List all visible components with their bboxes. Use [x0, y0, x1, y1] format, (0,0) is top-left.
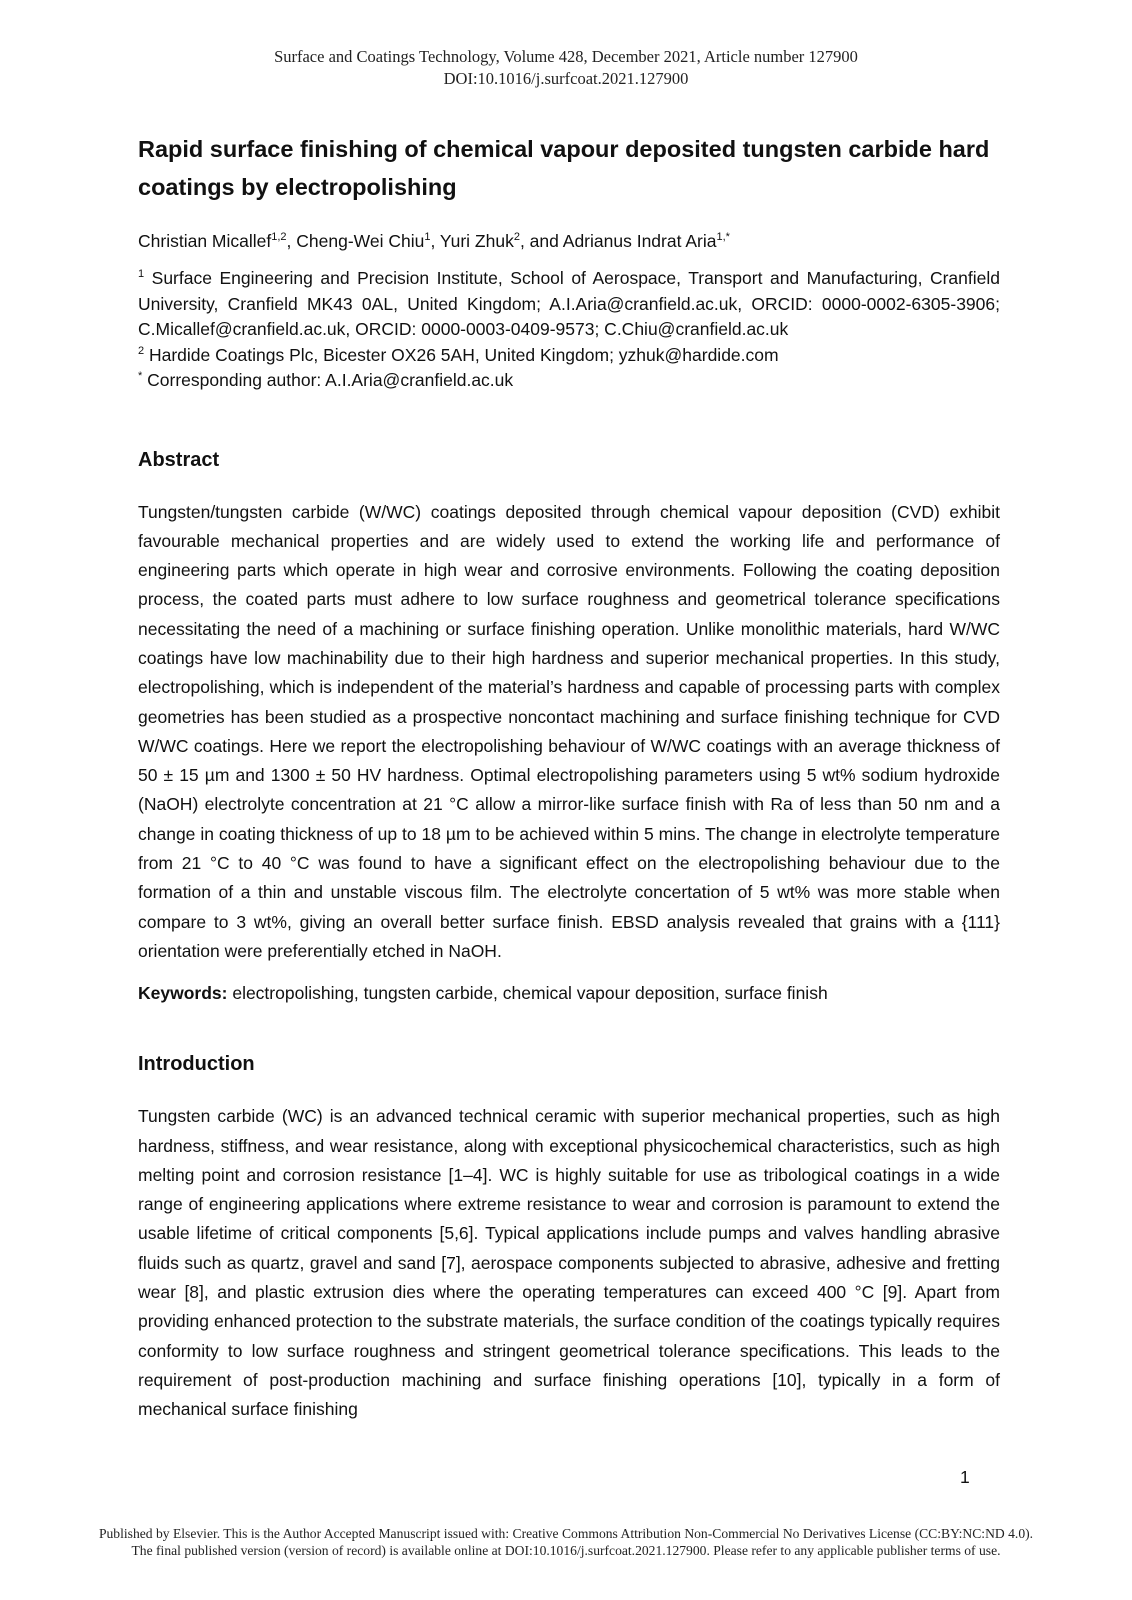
author-name: Cheng-Wei Chiu	[296, 231, 425, 251]
author-affiliation-mark: 1,2	[271, 231, 287, 244]
author-affiliation-mark: 1	[424, 231, 431, 244]
author-name: Adrianus Indrat Aria	[562, 231, 717, 251]
keywords-label: Keywords:	[138, 983, 228, 1004]
paper-body	[138, 130, 1000, 1425]
affiliation-mark: *	[138, 370, 143, 383]
abstract-heading: Abstract	[138, 448, 220, 471]
affiliation-item	[138, 343, 1000, 369]
page-number: 1	[960, 1467, 970, 1487]
paper-title: Rapid surface finishing of chemical vapour deposited tungsten carbide hard coatings by electropolishing	[138, 136, 990, 200]
affiliation-text: Surface Engineering and Precision Institute, School of Aerospace, Transport and Manufacturing, Cranfield University, Cranfield MK43 0AL, United Kingdom; A.I.Aria@cranfield.ac.uk, ORCID: 0000-0002-6305-3906; C.Micallef@cranfield.ac.uk, ORCID: 0000-0003-0409-9573; C.Chiu@cranfield.ac.uk	[138, 268, 1000, 339]
author-separator: ,	[286, 231, 297, 251]
author-separator: ,	[430, 231, 440, 251]
journal-citation: Surface and Coatings Technology, Volume 428, December 2021, Article number 127900	[274, 47, 858, 66]
version-line: The final published version (version of record) is available online at DOI:10.1016/j.surfcoat.2021.127900. Please refer to any applicable publisher terms of use.	[131, 1543, 1001, 1558]
keywords	[138, 980, 1000, 1006]
introduction-text: Tungsten carbide (WC) is an advanced technical ceramic with superior mechanical properties, such as high hardness, stiffness, and wear resistance, along with exceptional physicochemical characteristics, such as high melting point and corrosion resistance [1–4]. WC is highly suitable for use as tribological coatings in a wide range of engineering applications where extreme resistance to wear and corrosion is paramount to extend the usable lifetime of critical components [5,6]. Typical applications include pumps and valves handling abrasive fluids such as quartz, gravel and sand [7], aerospace components subjected to abrasive, adhesive and fretting wear [8], and plastic extrusion dies where the operating temperatures can exceed 400 °C [9]. Apart from providing enhanced protection to the substrate materials, the surface condition of the coatings typically requires conformity to low surface roughness and stringent geometrical tolerance specifications. This leads to the requirement of post-production machining and surface finishing operations [10], typically in a form of mechanical surface finishing	[138, 1106, 1000, 1420]
author-affiliation-mark: 2	[513, 231, 520, 244]
license-line: Published by Elsevier. This is the Author Accepted Manuscript issued with: Creative Commons Attribution Non-Commercial No Derivatives License (CC:BY:NC:ND 4.0).	[98, 1526, 1034, 1541]
affiliation-mark: 1	[138, 268, 145, 281]
journal-doi: DOI:10.1016/j.surfcoat.2021.127900	[443, 69, 689, 88]
keywords-text: electropolishing, tungsten carbide, chemical vapour deposition, surface finish	[227, 983, 828, 1004]
affiliation-mark: 2	[138, 344, 145, 357]
author-list	[138, 228, 1000, 254]
affiliation-text: Corresponding author: A.I.Aria@cranfield.ac.uk	[142, 370, 514, 390]
author-name: Christian Micallef	[138, 231, 272, 251]
journal-header	[0, 46, 1132, 90]
author-separator: , and	[519, 231, 563, 251]
introduction-heading: Introduction	[138, 1053, 255, 1076]
license-footer	[0, 1525, 1132, 1559]
affiliation-item	[138, 368, 1000, 394]
affiliations	[138, 266, 1000, 394]
author-affiliation-mark: 1,*	[716, 231, 730, 244]
author-name: Yuri Zhuk	[439, 231, 514, 251]
abstract-text: Tungsten/tungsten carbide (W/WC) coatings deposited through chemical vapour deposition (CVD) exhibit favourable mechanical properties and are widely used to extend the working life and performance of engineering parts which operate in high wear and corrosive environments. Following the coating deposition process, the coated parts must adhere to low surface roughness and geometrical tolerance specifications necessitating the need of a machining or surface finishing operation. Unlike monolithic materials, hard W/WC coatings have low machinability due to their high hardness and superior mechanical properties. In this study, electropolishing, which is independent of the material’s hardness and capable of processing parts with complex geometries has been studied as a prospective noncontact machining and surface finishing technique for CVD W/WC coatings. Here we report the electropolishing behaviour of W/WC coatings with an average thickness of 50 ± 15 µm and 1300 ± 50 HV hardness. Optimal electropolishing parameters using 5 wt% sodium hydroxide (NaOH) electrolyte concentration at 21 °C allow a mirror-like surface finish with Ra of less than 50 nm and a change in coating thickness of up to 18 µm to be achieved within 5 mins. The change in electrolyte temperature from 21 °C to 40 °C was found to have a significant effect on the electropolishing behaviour due to the formation of a thin and unstable viscous film. The electrolyte concertation of 5 wt% was more stable when compare to 3 wt%, giving an overall better surface finish. EBSD analysis revealed that grains with a {111} orientation were preferentially etched in NaOH.	[138, 501, 1000, 961]
affiliation-item	[138, 266, 1000, 343]
affiliation-text: Hardide Coatings Plc, Bicester OX26 5AH, United Kingdom; yzhuk@hardide.com	[144, 344, 779, 365]
